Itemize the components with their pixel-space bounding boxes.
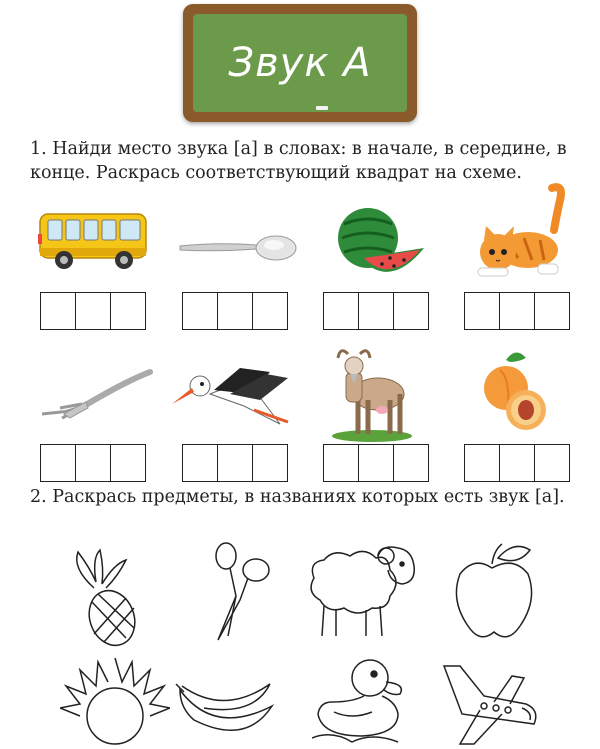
scheme-cell-start[interactable] xyxy=(41,293,76,329)
spoon-icon xyxy=(178,232,298,266)
pineapple-icon[interactable] xyxy=(64,548,142,648)
scheme-cell-start[interactable] xyxy=(183,293,218,329)
sound-scheme-kitten[interactable] xyxy=(464,292,570,330)
sound-scheme-stork[interactable] xyxy=(182,444,288,482)
airplane-icon[interactable] xyxy=(440,656,540,748)
scheme-cell-start[interactable] xyxy=(324,445,359,481)
peach-icon xyxy=(480,348,550,434)
sound-scheme-bus[interactable] xyxy=(40,292,146,330)
sound-scheme-goat[interactable] xyxy=(323,444,429,482)
chalk-icon xyxy=(316,106,328,110)
stork-icon xyxy=(170,364,294,430)
scissors-icon[interactable] xyxy=(206,540,276,644)
scheme-cell-middle[interactable] xyxy=(359,445,394,481)
kitten-icon xyxy=(468,180,572,284)
chalkboard-surface xyxy=(193,14,407,112)
scheme-cell-middle[interactable] xyxy=(500,293,535,329)
scheme-cell-middle[interactable] xyxy=(76,293,111,329)
scheme-cell-middle[interactable] xyxy=(218,293,253,329)
scheme-cell-middle[interactable] xyxy=(359,293,394,329)
scheme-cell-end[interactable] xyxy=(253,445,287,481)
sound-scheme-fork[interactable] xyxy=(40,444,146,482)
fork-icon xyxy=(34,368,154,422)
sound-scheme-watermelon[interactable] xyxy=(323,292,429,330)
scheme-cell-end[interactable] xyxy=(535,293,569,329)
page-title: Звук А xyxy=(228,40,372,86)
task-1-instruction: 1. Найди место звука [а] в словах: в начале, в середине, в конце. Раскрась соответствующий квадрат на схеме. xyxy=(30,139,567,183)
scheme-cell-middle[interactable] xyxy=(218,445,253,481)
scheme-cell-end[interactable] xyxy=(253,293,287,329)
scheme-cell-start[interactable] xyxy=(465,293,500,329)
sound-scheme-peach[interactable] xyxy=(464,444,570,482)
scheme-cell-middle[interactable] xyxy=(500,445,535,481)
scheme-cell-end[interactable] xyxy=(394,293,428,329)
goat-icon xyxy=(330,344,414,442)
banana-icon[interactable] xyxy=(174,676,278,749)
scheme-cell-start[interactable] xyxy=(41,445,76,481)
sun-icon[interactable] xyxy=(60,656,170,749)
sheep-icon[interactable] xyxy=(304,542,418,640)
scheme-cell-end[interactable] xyxy=(111,445,145,481)
sound-scheme-spoon[interactable] xyxy=(182,292,288,330)
duck-icon[interactable] xyxy=(312,650,408,749)
scheme-cell-middle[interactable] xyxy=(76,445,111,481)
scheme-cell-start[interactable] xyxy=(324,293,359,329)
task-2-instruction: 2. Раскрась предметы, в названиях которых есть звук [а]. xyxy=(30,487,565,507)
scheme-cell-end[interactable] xyxy=(111,293,145,329)
scheme-cell-start[interactable] xyxy=(465,445,500,481)
scheme-cell-start[interactable] xyxy=(183,445,218,481)
scheme-cell-end[interactable] xyxy=(394,445,428,481)
watermelon-icon xyxy=(334,204,426,284)
chalkboard xyxy=(183,4,417,122)
scheme-cell-end[interactable] xyxy=(535,445,569,481)
apple-icon[interactable] xyxy=(452,540,536,644)
bus-icon xyxy=(36,208,152,274)
